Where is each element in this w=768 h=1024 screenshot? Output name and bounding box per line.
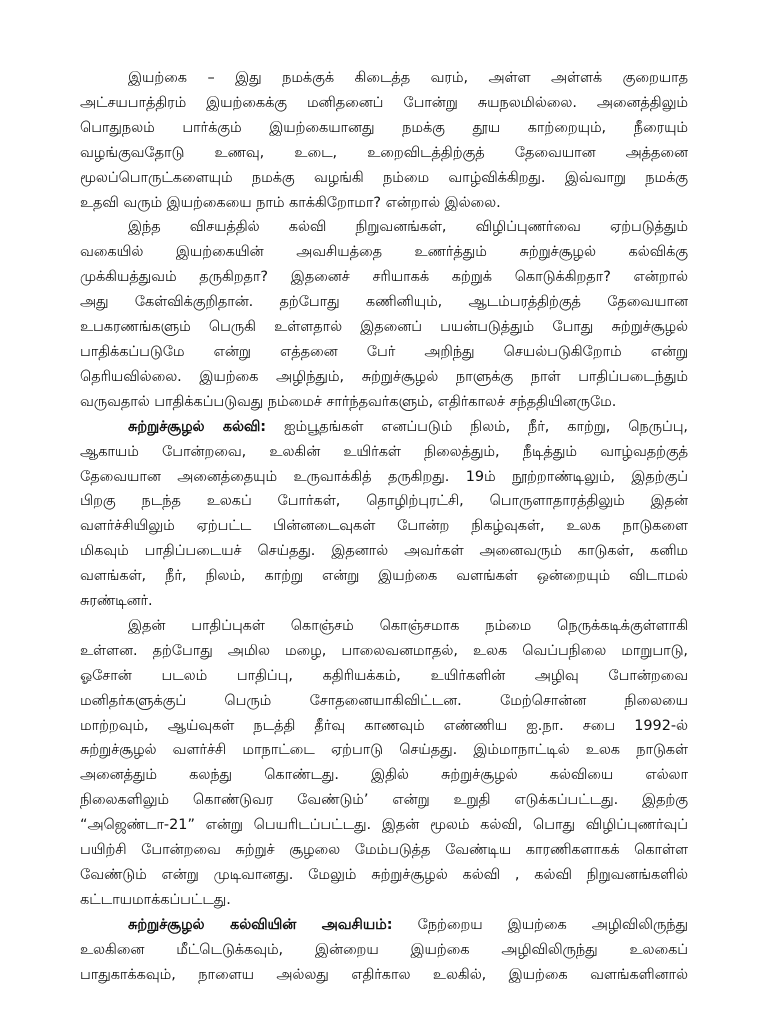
text-line: பொதுநலம் பார்க்கும் இயற்கையானது நமக்கு தூய காற்றையும், நீரையும் bbox=[80, 119, 688, 136]
paragraph-intro bbox=[80, 66, 688, 215]
paragraph-necessity bbox=[80, 913, 688, 988]
text-line bbox=[80, 913, 688, 938]
text-line: அட்சயபாத்திரம் இயற்கைக்கு மனிதனைப் போன்று சுயநலமில்லை. அனைத்திலும் bbox=[80, 94, 688, 111]
text-line: தெரியவில்லை. இயற்கை அழிந்தும், சுற்றுச்சூழல் நாளுக்கு நாள் பாதிப்படைந்தும் bbox=[80, 368, 688, 385]
text-line: உலகினை மீட்டெடுக்கவும், இன்றைய இயற்கை அழிவிலிருந்து உலகைப் bbox=[80, 941, 688, 958]
text-line: கட்டாயமாக்கப்பட்டது. bbox=[80, 891, 231, 908]
text-line: அது கேள்விக்குறிதான். தற்போது கணினியும், ஆடம்பரத்திற்குத் தேவையான bbox=[80, 294, 688, 311]
text-line: பாதுகாக்கவும், நாளைய அல்லது எதிர்கால உலகில், இயற்கை வளங்களினால் bbox=[80, 966, 688, 983]
text-line: ஓசோன் படலம் பாதிப்பு, கதிரியக்கம், உயிர்களின் அழிவு போன்றவை bbox=[80, 667, 688, 684]
text-line: மூலப்பொருட்களையும் நமக்கு வழங்கி நம்மை வாழ்விக்கிறது. இவ்வாறு நமக்கு bbox=[80, 169, 688, 186]
paragraph-environmental-education bbox=[80, 415, 688, 614]
text-line: சுற்றுச்சூழல் வளர்ச்சி மாநாட்டை ஏற்பாடு செய்தது. இம்மாநாட்டில் உலக நாடுகள் bbox=[80, 742, 688, 759]
text-line bbox=[80, 415, 688, 440]
text-line: மாற்றவும், ஆய்வுகள் நடத்தி தீர்வு காணவும் எண்ணிய ஐ.நா. சபை 1992-ல் bbox=[80, 717, 688, 734]
text-line: மிகவும் பாதிப்படையச் செய்தது. இதனால் அவர்கள் அனைவரும் காடுகள், கனிம bbox=[80, 543, 688, 560]
text-line: வேண்டும் என்று முடிவானது. மேலும் சுற்றுச்சூழல் கல்வி , கல்வி நிறுவனங்களில் bbox=[80, 867, 688, 883]
text-line: வளர்ச்சியிலும் ஏற்பட்ட பின்னடைவுகள் போன்ற நிகழ்வுகள், உலக நாடுகளை bbox=[80, 518, 688, 535]
text-run: நேற்றைய இயற்கை அழிவிலிருந்து bbox=[417, 916, 688, 933]
text-line: வழங்குவதோடு உணவு, உடை, உறைவிடத்திற்குத் தேவையான அத்தனை bbox=[80, 144, 688, 161]
text-line: சுரண்டினர். bbox=[80, 593, 153, 610]
text-line: “அஜெண்டா-21” என்று பெயரிடப்பட்டது. இதன் மூலம் கல்வி, பொது விழிப்புணர்வுப் bbox=[80, 817, 688, 834]
text-line: பாதிக்கப்படுமே என்று எத்தனை பேர் அறிந்து செயல்படுகிறோம் என்று bbox=[80, 343, 688, 360]
text-line: ஆகாயம் போன்றவை, உலகின் உயிர்கள் நிலைத்தும், நீடித்தும் வாழ்வதற்குத் bbox=[80, 443, 688, 460]
text-line: இந்த விசயத்தில் கல்வி நிறுவனங்கள், விழிப்புணர்வை ஏற்படுத்தும் bbox=[128, 219, 688, 236]
text-line: பிறகு நடந்த உலகப் போர்கள், தொழிற்புரட்சி, பொருளாதாரத்திலும் இதன் bbox=[80, 493, 688, 510]
section-heading: சுற்றுச்சூழல் கல்வி: bbox=[128, 418, 267, 435]
text-line: இதன் பாதிப்புகள் கொஞ்சம் கொஞ்சமாக நம்மை நெருக்கடிக்குள்ளாகி bbox=[128, 617, 688, 634]
text-line: உபகரணங்களும் பெருகி உள்ளதால் இதனைப் பயன்படுத்தும் போது சுற்றுச்சூழல் bbox=[80, 319, 688, 336]
text-line: உள்ளன. தற்போது அமில மழை, பாலைவனமாதல், உலக வெப்பநிலை மாறுபாடு, bbox=[80, 642, 688, 659]
text-line: வகையில் இயற்கையின் அவசியத்தை உணர்த்தும் சுற்றுச்சூழல் கல்விக்கு bbox=[80, 244, 688, 261]
paragraph-institutions bbox=[80, 215, 688, 414]
text-line: பயிற்சி போன்றவை சுற்றுச் சூழலை மேம்படுத்த வேண்டிய காரணிகளாகக் கொள்ள bbox=[80, 842, 688, 859]
text-line: மனிதர்களுக்குப் பெரும் சோதனையாகிவிட்டன. மேற்சொன்ன நிலையை bbox=[80, 692, 688, 709]
text-line: உதவி வரும் இயற்கையை நாம் காக்கிறோமா? என்றால் இல்லை. bbox=[80, 194, 501, 211]
text-line: வளங்கள், நீர், நிலம், காற்று என்று இயற்கை வளங்கள் ஒன்றையும் விடாமல் bbox=[80, 568, 688, 585]
section-heading: சுற்றுச்சூழல் கல்வியின் அவசியம்: bbox=[128, 916, 393, 933]
text-line: தேவையான அனைத்தையும் உருவாக்கித் தருகிறது. 19ம் நூற்றாண்டிலும், இதற்குப் bbox=[80, 468, 688, 485]
text-line: நிலைகளிலும் கொண்டுவர வேண்டும்’ என்று உறுதி எடுக்கப்பட்டது. இதற்கு bbox=[80, 792, 688, 809]
text-line: இயற்கை – இது நமக்குக் கிடைத்த வரம், அள்ள அள்ளக் குறையாத bbox=[128, 70, 688, 86]
text-line: முக்கியத்துவம் தருகிறதா? இதனைச் சரியாகக் கற்றுக் கொடுக்கிறதா? என்றால் bbox=[80, 269, 688, 286]
paragraph-effects bbox=[80, 614, 688, 913]
text-line: அனைத்தும் கலந்து கொண்டது. இதில் சுற்றுச்சூழல் கல்வியை எல்லா bbox=[80, 767, 688, 784]
text-line: வருவதால் பாதிக்கப்படுவது நம்மைச் சார்ந்தவர்களும், எதிர்காலச் சந்ததியினருமே. bbox=[80, 393, 617, 410]
text-run: ஐம்பூதங்கள் எனப்படும் நிலம், நீர், காற்று, நெருப்பு, bbox=[283, 418, 688, 435]
document-page bbox=[80, 66, 688, 988]
